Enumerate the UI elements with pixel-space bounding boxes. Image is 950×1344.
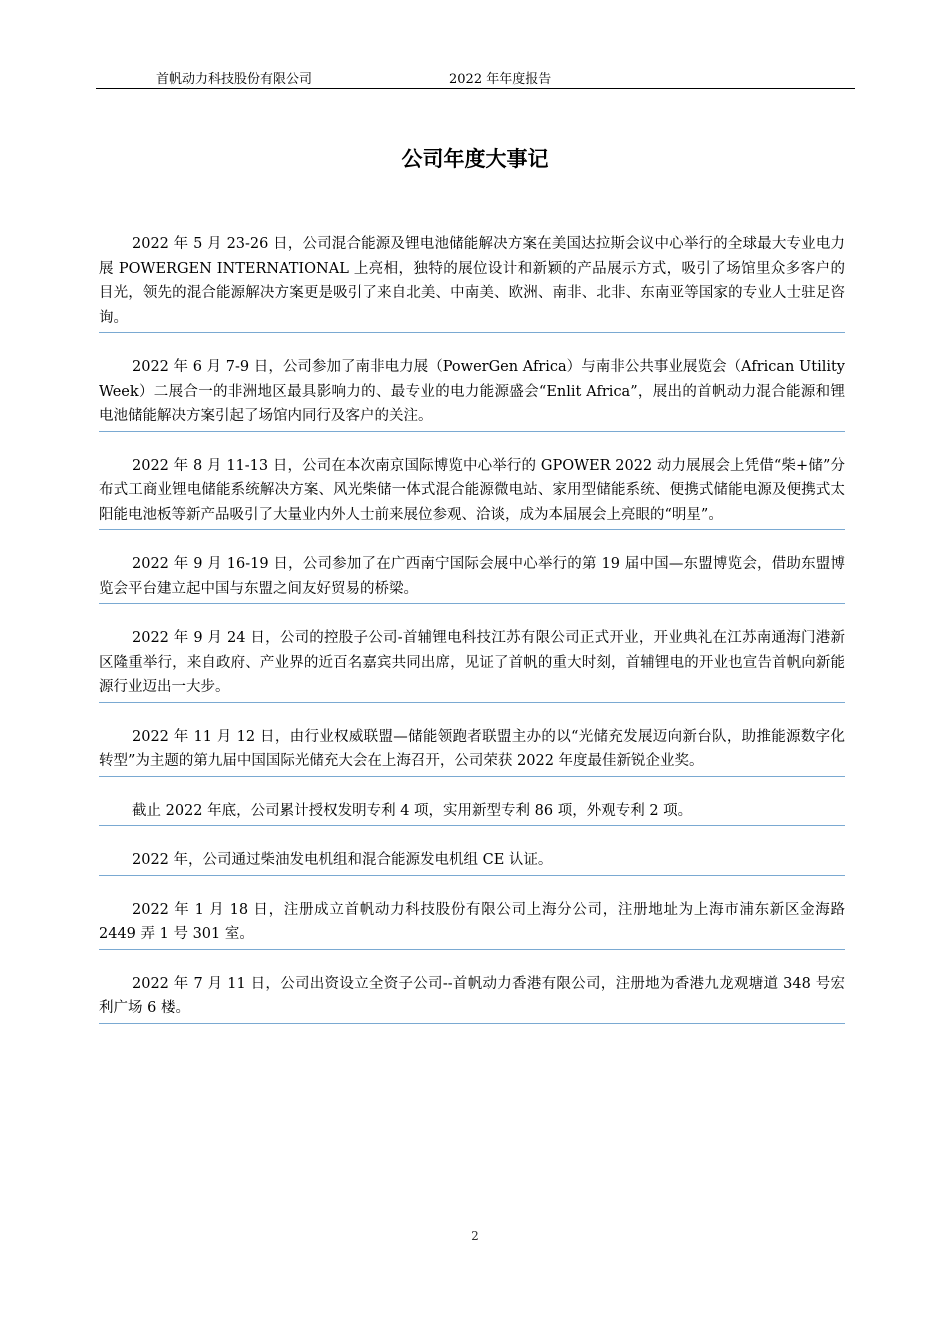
event-item: 2022 年 6 月 7-9 日，公司参加了南非电力展（PowerGen Africa）与南非公共事业展览会（African Utility Week）二展合一的非洲地区最具影响力的、最专业的电力能源盛会“Enlit Africa”，展出的首帆动力混合能源和锂电池储能解决方案引起了场馆内同行及客户的关注。 [99,355,845,432]
page-number: 2 [471,1229,479,1243]
header-report-title: 2022 年年度报告 [449,72,552,87]
event-item: 2022 年 11 月 12 日，由行业权威联盟—储能领跑者联盟主办的以“光储充发展迈向新台队，助推能源数字化转型”为主题的第九届中国国际光储充大会在上海召开，公司荣获 2022 年度最佳新锐企业奖。 [99,725,845,777]
event-item: 2022 年 9 月 24 日，公司的控股子公司-首辅锂电科技江苏有限公司正式开业，开业典礼在江苏南通海门港新区隆重举行，来自政府、产业界的近百名嘉宾共同出席，见证了首帆的重大时刻，首辅锂电的开业也宣告首帆向新能源行业迈出一大步。 [99,626,845,703]
event-item: 2022 年 5 月 23-26 日，公司混合能源及锂电池储能解决方案在美国达拉斯会议中心举行的全球最大专业电力展 POWERGEN INTERNATIONAL 上亮相，独特的展位设计和新颖的产品展示方式，吸引了场馆里众多客户的目光，领先的混合能源解决方案更是吸引了来自北美、中南美、欧洲、南非、北非、东南亚等国家的专业人士驻足咨询。 [99,232,845,333]
event-item: 截止 2022 年底，公司累计授权发明专利 4 项，实用新型专利 86 项，外观专利 2 项。 [99,799,845,827]
header-company-name: 首帆动力科技股份有限公司 [156,72,313,87]
event-item: 2022 年 7 月 11 日，公司出资设立全资子公司--首帆动力香港有限公司，注册地为香港九龙观塘道 348 号宏利广场 6 楼。 [99,972,845,1024]
event-item: 2022 年 9 月 16-19 日，公司参加了在广西南宁国际会展中心举行的第 19 届中国—东盟博览会，借助东盟博览会平台建立起中国与东盟之间友好贸易的桥梁。 [99,552,845,604]
page-title: 公司年度大事记 [401,147,549,171]
event-item: 2022 年，公司通过柴油发电机组和混合能源发电机组 CE 认证。 [99,848,845,876]
event-item: 2022 年 8 月 11-13 日，公司在本次南京国际博览中心举行的 GPOWER 2022 动力展展会上凭借“柴+储”分布式工商业锂电储能系统解决方案、风光柴储一体式混合能源微电站、家用型储能系统、便携式储能电源及便携式太阳能电池板等新产品吸引了大量业内外人士前来展位参观、洽谈，成为本届展会上亮眼的“明星”。 [99,454,845,531]
page-header [96,66,855,89]
event-item: 2022 年 1 月 18 日，注册成立首帆动力科技股份有限公司上海分公司，注册地址为上海市浦东新区金海路 2449 弄 1 号 301 室。 [99,898,845,950]
events-list [99,232,855,1024]
